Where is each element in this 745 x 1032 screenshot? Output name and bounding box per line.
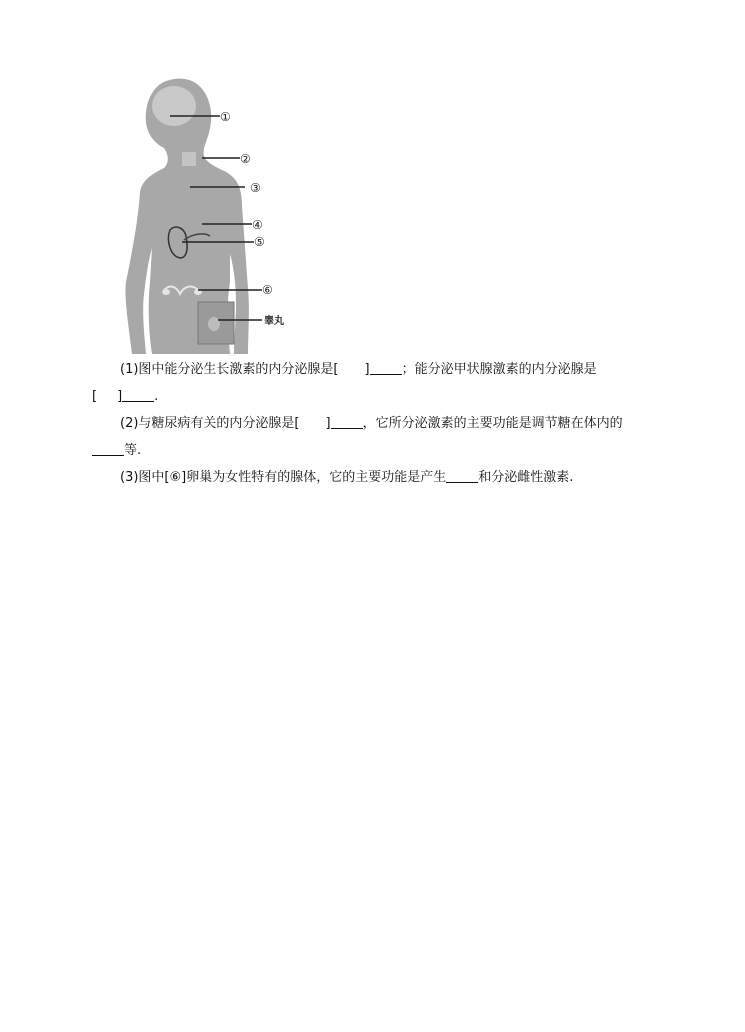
q3-text-a: (3)图中[⑥]卵巢为女性特有的腺体，它的主要功能是产生 [120, 470, 447, 485]
question-1-line-2 [92, 383, 662, 410]
q1-blank-2[interactable] [122, 387, 154, 402]
label-2: ② [240, 152, 251, 166]
q2-text-c: ，它所分泌激素的主要功能是调节糖在体内的 [362, 416, 623, 431]
q1-text-c: ；能分泌甲状腺激素的内分泌腺是 [401, 362, 597, 377]
brain-shape [152, 86, 196, 126]
label-testis: 睾丸 [264, 316, 284, 327]
question-1-line-1 [92, 356, 662, 383]
neck-shape [182, 152, 196, 166]
q1-line2-b: ] [117, 389, 123, 404]
label-4: ④ [252, 218, 263, 232]
ovary-left [162, 289, 170, 295]
label-3: ③ [250, 181, 261, 195]
question-3-line-1 [92, 464, 662, 491]
q1-text-a: (1)图中能分泌生长激素的内分泌腺是[ [120, 362, 339, 377]
q1-text-b: ] [364, 362, 370, 377]
testis-shape [208, 317, 220, 331]
q3-text-c: 和分泌雌性激素. [478, 470, 574, 485]
q1-line2-a: [ [92, 389, 98, 404]
label-6: ⑥ [262, 283, 273, 297]
q2-blank-1[interactable] [331, 414, 363, 429]
question-2-line-2 [92, 437, 662, 464]
question-2-line-1 [92, 410, 662, 437]
q3-blank-1[interactable] [446, 468, 478, 483]
q1-blank-1[interactable] [370, 360, 402, 375]
label-5: ⑤ [254, 235, 265, 249]
endocrine-figure [118, 72, 298, 354]
q1-line2-c: . [154, 389, 159, 404]
q2-text-a: (2)与糖尿病有关的内分泌腺是[ [120, 416, 300, 431]
q2-blank-2[interactable] [92, 441, 124, 456]
human-body-diagram [118, 72, 298, 354]
q2-text-b: ] [325, 416, 331, 431]
label-1: ① [220, 110, 231, 124]
q2-line2-c: 等. [124, 443, 142, 458]
